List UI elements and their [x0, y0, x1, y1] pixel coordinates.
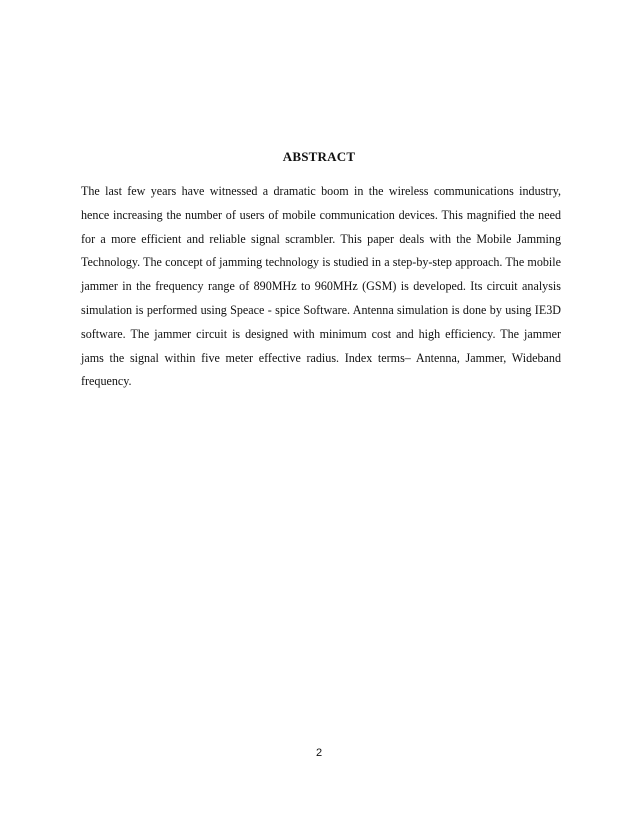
page-number: 2	[315, 747, 323, 759]
abstract-paragraph: The last few years have witnessed a dramatic boom in the wireless communications industry, hence increasing the number of users of mobile communication devices. This magnified the need for a more efficient and reliable signal scrambler. This paper deals with the Mobile Jamming Technology. The concept of jamming technology is studied in a step-by-step approach. The mobile jammer in the frequency range of 890MHz to 960MHz (GSM) is developed. Its circuit analysis simulation is performed using Speace - spice Software. Antenna simulation is done by using IE3D software. The jammer circuit is designed with minimum cost and high efficiency. The jammer jams the signal within five meter effective radius. Index terms– Antenna, Jammer, Wideband frequency.	[81, 184, 561, 389]
page-title: ABSTRACT	[282, 149, 356, 164]
